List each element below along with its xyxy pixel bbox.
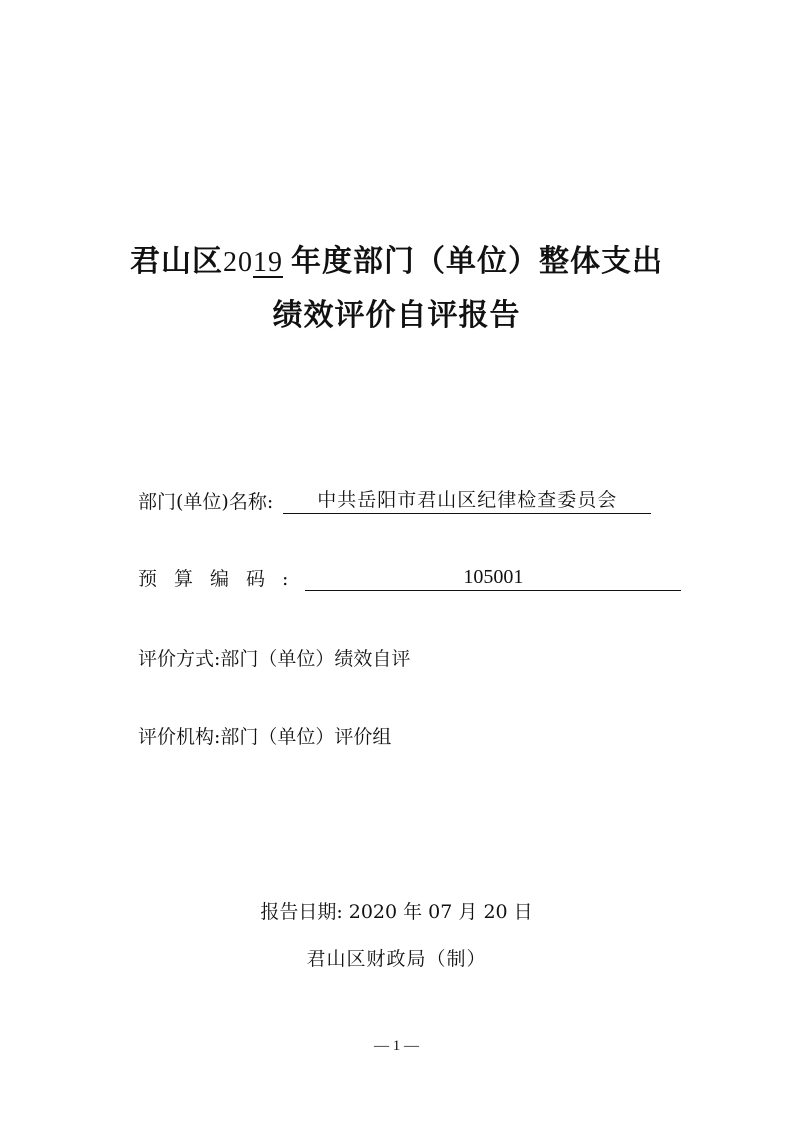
document-title-line-2: 绩效评价自评报告 xyxy=(272,298,521,333)
department-name-label: 部门(单位)名称: xyxy=(138,491,274,513)
department-name-value: 中共岳阳市君山区纪律检查委员会 xyxy=(283,485,651,514)
page-number: — 1 — xyxy=(374,1038,419,1054)
evaluation-method-label: 评价方式: xyxy=(138,648,221,670)
title-year-prefix: 20 xyxy=(223,247,253,278)
budget-code-row xyxy=(138,564,681,591)
evaluation-agency-value: 部门（单位）评价组 xyxy=(220,726,392,748)
title-prefix: 君山区 xyxy=(130,244,223,279)
title-year-suffix: 19 xyxy=(253,247,283,278)
evaluation-method-value: 部门（单位）绩效自评 xyxy=(220,648,411,670)
budget-code-value: 105001 xyxy=(305,566,681,591)
evaluation-agency-label: 评价机构: xyxy=(138,726,221,748)
evaluation-agency-row xyxy=(138,722,391,749)
evaluation-method-row xyxy=(138,644,410,671)
document-title-line-1 xyxy=(0,236,793,280)
budget-code-label: 预算编码: xyxy=(138,568,306,590)
department-name-row xyxy=(138,485,651,514)
issuing-organization: 君山区财政局（制） xyxy=(306,948,487,970)
title-suffix: 年度部门（单位）整体支出 xyxy=(291,244,663,279)
report-date: 报告日期: 2020 年 07 月 20 日 xyxy=(260,901,533,923)
